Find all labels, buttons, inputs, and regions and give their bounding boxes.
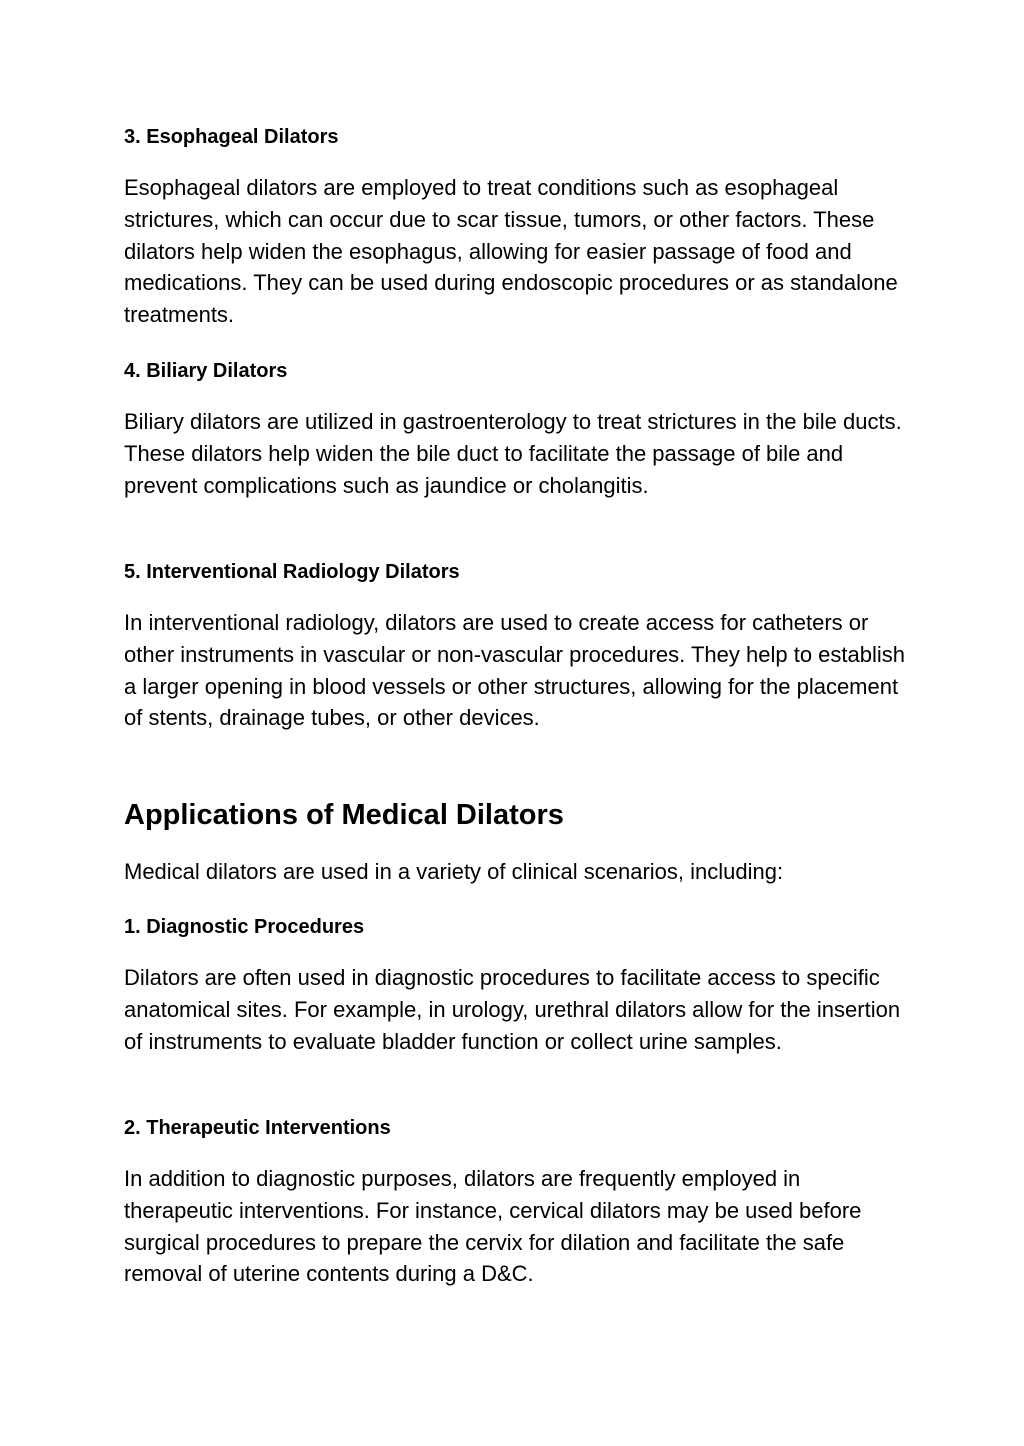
section-heading-biliary-dilators: 4. Biliary Dilators: [124, 360, 288, 382]
paragraph-diagnostic-procedures: Dilators are often used in diagnostic procedures to facilitate access to specific anatomical sites. For example, in urology, urethral dilators allow for the insertion of instruments to evaluate bladder function or collect urine samples.: [124, 965, 901, 1054]
applications-intro: Medical dilators are used in a variety of clinical scenarios, including:: [124, 859, 784, 884]
paragraph-interventional-radiology-dilators: In interventional radiology, dilators are used to create access for catheters or other instruments in vascular or non-vascular procedures. They help to establish a larger opening in blood vessels or other structures, allowing for the placement of stents, drainage tubes, or other devices.: [124, 610, 905, 731]
applications-heading: Applications of Medical Dilators: [124, 799, 564, 831]
section-heading-esophageal-dilators: 3. Esophageal Dilators: [124, 126, 339, 148]
paragraph-esophageal-dilators: Esophageal dilators are employed to treat conditions such as esophageal strictures, which can occur due to scar tissue, tumors, or other factors. These dilators help widen the esophagus, allowing for easier passage of food and medications. They can be used during endoscopic procedures or as standalone treatments.: [124, 175, 898, 328]
paragraph-biliary-dilators: Biliary dilators are utilized in gastroenterology to treat strictures in the bile ducts. These dilators help widen the bile duct to facilitate the passage of bile and prevent complications such as jaundice or cholangitis.: [124, 409, 902, 498]
section-heading-diagnostic-procedures: 1. Diagnostic Procedures: [124, 916, 365, 938]
paragraph-therapeutic-interventions: In addition to diagnostic purposes, dilators are frequently employed in therapeutic interventions. For instance, cervical dilators may be used before surgical procedures to prepare the cervix for dilation and facilitate the safe removal of uterine contents during a D&C.: [124, 1166, 862, 1287]
section-heading-interventional-radiology-dilators: 5. Interventional Radiology Dilators: [124, 561, 460, 583]
section-heading-therapeutic-interventions: 2. Therapeutic Interventions: [124, 1117, 391, 1139]
